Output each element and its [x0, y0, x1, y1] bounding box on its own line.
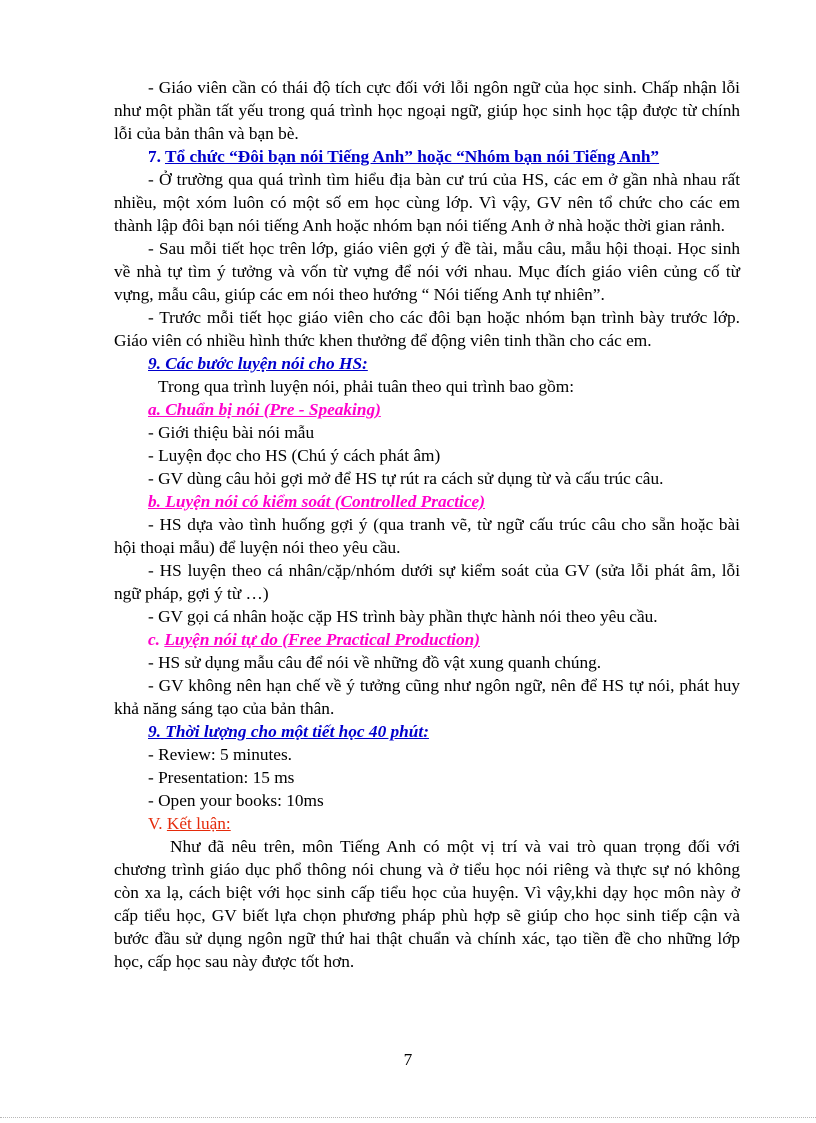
page-bottom-divider	[0, 1117, 816, 1118]
heading-lesson-time	[114, 720, 740, 743]
page-number: 7	[403, 1050, 413, 1069]
list-item-presentation: - Presentation: 15 ms	[148, 768, 295, 787]
heading-pre-speaking	[114, 398, 740, 421]
paragraph-process-intro: Trong qua trình luyện nói, phải tuân theo qui trình bao gồm:	[158, 377, 574, 396]
heading-section-7	[114, 145, 740, 168]
paragraph-before-class: - Trước mỗi tiết học giáo viên cho các đôi bạn hoặc nhóm bạn trình bày trước lớp. Giáo viên có nhiều hình thức khen thưởng để động viên tinh thần cho các em.	[114, 308, 740, 350]
heading-free-practice-prefix: c.	[148, 630, 165, 649]
heading-controlled-practice	[114, 490, 740, 513]
heading-conclusion-text: Kết luận:	[166, 814, 231, 833]
heading-section-7-number: 7.	[148, 147, 165, 166]
heading-conclusion	[114, 812, 740, 835]
paragraph-individual-pair-group: - HS luyện theo cá nhân/cặp/nhóm dưới sự kiểm soát của GV (sửa lỗi phát âm, lỗi ngữ pháp, gợi ý từ …)	[114, 561, 740, 603]
heading-speaking-steps	[114, 352, 740, 375]
heading-lesson-time-text: 9. Thời lượng cho một tiết học 40 phút:	[148, 722, 429, 741]
heading-conclusion-number: V.	[148, 814, 167, 833]
list-item-present-practice: - GV gọi cá nhân hoặc cặp HS trình bày phần thực hành nói theo yêu cầu.	[148, 607, 658, 626]
heading-free-practice-text: Luyện nói tự do (Free Practical Production)	[164, 630, 480, 649]
paragraph-no-restriction: - GV không nên hạn chế về ý tưởng cũng như ngôn ngữ, nên để HS tự nói, phát huy khả năng sáng tạo của bản thân.	[114, 676, 740, 718]
document-body	[114, 76, 740, 973]
paragraph-school-residence: - Ở trường qua quá trình tìm hiểu địa bàn cư trú của HS, các em ở gần nhà nhau rất nhiều, một xóm luôn có một số em học cùng lớp. Vì vậy, GV nên tổ chức cho các em thành lập đôi bạn nói tiếng Anh hoặc nhóm bạn nói tiếng Anh ở nhà hoặc thời gian rảnh.	[114, 170, 740, 235]
heading-free-practice	[114, 628, 740, 651]
heading-pre-speaking-text: a. Chuẩn bị nói (Pre - Speaking)	[148, 400, 381, 419]
paragraph-teacher-attitude: - Giáo viên cần có thái độ tích cực đối với lỗi ngôn ngữ của học sinh. Chấp nhận lỗi như một phần tất yếu trong quá trình học ngoại ngữ, giúp học sinh học tập được từ chính lỗi của bản thân và bạn bè.	[114, 78, 740, 143]
list-item-review: - Review: 5 minutes.	[148, 745, 292, 764]
heading-speaking-steps-text: 9. Các bước luyện nói cho HS:	[148, 354, 368, 373]
list-item-reading-practice: - Luyện đọc cho HS (Chú ý cách phát âm)	[148, 446, 441, 465]
paragraph-situation-based: - HS dựa vào tình huống gợi ý (qua tranh vẽ, từ ngữ cấu trúc câu cho sẵn hoặc bài hội thoại mẫu) để luyện nói theo yêu cầu.	[114, 515, 740, 557]
list-item-use-patterns: - HS sử dụng mẫu câu để nói về những đồ vật xung quanh chúng.	[148, 653, 602, 672]
paragraph-after-class: - Sau mỗi tiết học trên lớp, giáo viên gợi ý đề tài, mẫu câu, mẫu hội thoại. Học sinh về nhà tự tìm ý tưởng và vốn từ vựng để nói với nhau. Mục đích giáo viên củng cố từ vựng, mẫu câu, giúp các em nói theo hướng “ Nói tiếng Anh tự nhiên”.	[114, 239, 740, 304]
heading-section-7-title: Tổ chức “Đôi bạn nói Tiếng Anh” hoặc “Nhóm bạn nói Tiếng Anh”	[164, 147, 660, 166]
list-item-guiding-questions: - GV dùng câu hỏi gợi mở để HS tự rút ra cách sử dụng từ và cấu trúc câu.	[148, 469, 664, 488]
heading-controlled-practice-text: b. Luyện nói có kiểm soát (Controlled Practice)	[148, 492, 485, 511]
paragraph-conclusion: Như đã nêu trên, môn Tiếng Anh có một vị trí và vai trò quan trọng đối với chương trình giáo dục phổ thông nói chung và ở tiểu học nói riêng và thực sự nó không còn xa lạ, cách biệt với học sinh cấp tiểu học của huyện. Vì vậy,khi dạy học môn này ở cấp tiểu học, GV biết lựa chọn phương pháp phù hợp sẽ giúp cho học sinh tiếp cận và bước đầu sử dụng ngôn ngữ thứ hai thật chuẩn và chính xác, tạo tiền đề cho những lớp học, cấp học sau này được tốt hơn.	[114, 837, 740, 971]
list-item-open-books: - Open your books: 10ms	[148, 791, 324, 810]
list-item-sample-lesson: - Giới thiệu bài nói mẫu	[148, 423, 315, 442]
